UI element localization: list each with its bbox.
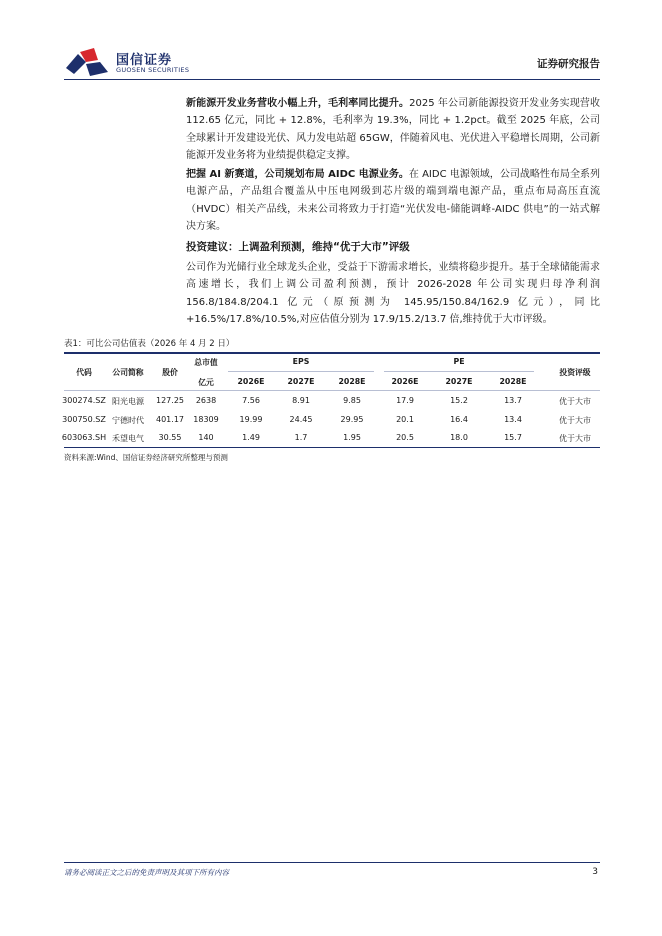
cell-pe-2027: 15.2 [450,396,468,405]
header-rating: 投资评级 [559,368,591,377]
cell-rating: 优于大市 [559,434,591,443]
cell-price: 401.17 [156,415,184,424]
logo-text-en: GUOSEN SECURITIES [116,66,190,74]
cell-eps-2027: 24.45 [289,415,313,424]
cell-name: 禾望电气 [112,434,144,443]
header-year: 2028E [338,377,366,386]
header-divider [64,79,600,80]
table-source-note: 资料来源:Wind、国信证券经济研究所整理与预测 [64,453,228,462]
table-header-rule [64,390,600,391]
header-year: 2028E [499,377,527,386]
paragraph-body: 2025 年公司新能源投资开发业务实现营收 112.65 亿元，同比 + 12.8%，毛利率为 19.3%，同比 + 1.2pct。截至 2025 年底，公司全球累计开发建设光伏、风力发电站超 65GW，伴随着风电、光伏进入平稳增长周期，公司新能源开发业务将为业绩提供稳定支撑。 [186,98,600,161]
header-name: 公司简称 [112,368,144,377]
header-mcap-unit: 亿元 [198,378,214,387]
paragraph-investment: 公司作为光储行业全球龙头企业，受益于下游需求增长，业绩将稳步提升。基于全球储能需求高速增长，我们上调公司盈利预测，预计 2026-2028 年公司实现归母净利润 156.8/184.8/204.1 亿元（原预测为 145.95/150.84/162.9 亿元），同比+16.5%/17.8%/10.5%,对应估值分别为 17.9/15.2/13.7 倍,维持优于大市评级。 [186,262,600,325]
eps-subheader-rule [228,371,374,372]
page-header [64,44,600,78]
cell-eps-2026: 1.49 [242,433,260,442]
cell-eps-2026: 19.99 [239,415,263,424]
header-pe: PE [453,357,465,366]
cell-mcap: 2638 [195,396,217,405]
cell-eps-2028: 9.85 [343,396,361,405]
guosen-logo [64,44,204,78]
cell-pe-2026: 20.5 [396,433,414,442]
paragraph-new-energy [186,95,600,164]
cell-pe-2028: 15.7 [504,433,522,442]
cell-eps-2027: 1.7 [294,433,308,442]
cell-mcap: 140 [198,433,214,442]
footer-divider [64,862,600,863]
table-top-rule [64,352,600,354]
paragraph-body: 在 AIDC 电源领域，公司战略性布局全系列电源产品，产品组合覆盖从中压电网级到芯片级的端到端电源产品，重点布局高压直流（HVDC）相关产品线，未来公司将致力于打造“光伏发电-储能调峰-AIDC 供电”的一站式解决方案。 [186,169,600,232]
header-mcap: 总市值 [194,358,218,367]
report-type-label: 证券研究报告 [537,58,600,70]
page-number: 3 [592,867,598,877]
paragraph-lead: 把握 AI 新赛道，公司规划布局 AIDC 电源业务。 [186,169,409,180]
table-caption: 表1：可比公司估值表（2026 年 4 月 2 日） [64,339,235,349]
paragraph-aidc [186,166,600,235]
header-eps: EPS [292,357,310,366]
cell-pe-2027: 16.4 [450,415,468,424]
cell-price: 30.55 [158,433,182,442]
cell-pe-2026: 20.1 [396,415,414,424]
cell-name: 宁德时代 [112,416,144,425]
cell-name: 阳光电源 [112,397,144,406]
header-year: 2027E [445,377,473,386]
cell-eps-2027: 8.91 [292,396,310,405]
logo-text-cn: 国信证券 [116,53,173,68]
cell-eps-2026: 7.56 [242,396,260,405]
cell-code: 300750.SZ [62,415,106,424]
header-year: 2027E [287,377,315,386]
header-year: 2026E [237,377,265,386]
header-year: 2026E [391,377,419,386]
cell-price: 127.25 [156,396,184,405]
cell-eps-2028: 1.95 [343,433,361,442]
header-price: 股价 [162,368,178,377]
investment-heading: 投资建议：上调盈利预测，维持“优于大市”评级 [186,241,410,253]
table-bottom-rule [64,447,600,448]
cell-pe-2026: 17.9 [396,396,414,405]
footer-disclaimer: 请务必阅读正文之后的免责声明及其项下所有内容 [64,868,229,877]
cell-rating: 优于大市 [559,397,591,406]
pe-subheader-rule [384,371,534,372]
cell-pe-2028: 13.4 [504,415,522,424]
cell-eps-2028: 29.95 [340,415,364,424]
cell-code: 603063.SH [61,433,107,442]
cell-mcap: 18309 [193,415,219,424]
header-code: 代码 [76,368,92,377]
paragraph-lead: 新能源开发业务营收小幅上升，毛利率同比提升。 [186,98,410,109]
cell-pe-2028: 13.7 [504,396,522,405]
cell-code: 300274.SZ [62,396,106,405]
cell-pe-2027: 18.0 [450,433,468,442]
cell-rating: 优于大市 [559,416,591,425]
guosen-logo-icon [64,48,110,76]
